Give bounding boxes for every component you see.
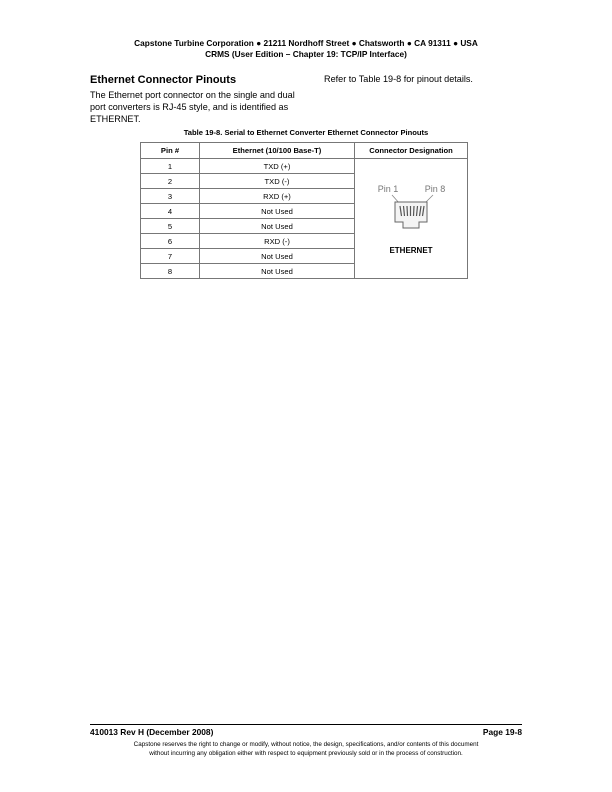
pin-signal: Not Used	[200, 204, 355, 219]
footer-divider	[90, 724, 522, 725]
pinout-table	[140, 142, 468, 279]
footer-page-number: Page 19-8	[482, 727, 522, 737]
header-company-address: Capstone Turbine Corporation ● 21211 Nordhoff Street ● Chatsworth ● CA 91311 ● USA	[134, 38, 478, 48]
pin-number: 5	[141, 219, 200, 234]
header-connector: Connector Designation	[355, 143, 468, 159]
footer-disclaimer-line2: without incurring any obligation either with respect to equipment previously sold or in the process of construction.	[149, 750, 463, 757]
table-header-row	[141, 143, 468, 159]
header-ethernet: Ethernet (10/100 Base-T)	[200, 143, 355, 159]
table-caption: Table 19-8. Serial to Ethernet Converter Ethernet Connector Pinouts	[183, 128, 429, 137]
pin-number: 8	[141, 264, 200, 279]
pin-signal: RXD (+)	[200, 189, 355, 204]
pin-number: 6	[141, 234, 200, 249]
pin-number: 7	[141, 249, 200, 264]
rj45-connector-icon	[361, 182, 461, 240]
section-body: The Ethernet port connector on the single and dual port converters is RJ-45 style, and is identified as ETHERNET.	[90, 90, 295, 124]
section-title: Ethernet Connector Pinouts	[90, 74, 237, 86]
pin-number: 1	[141, 159, 200, 174]
footer-document-id: 410013 Rev H (December 2008)	[90, 727, 214, 737]
header-pin: Pin #	[141, 143, 200, 159]
footer-disclaimer-line1: Capstone reserves the right to change or modify, without notice, the design, specifications, and/or contents of this document	[133, 741, 479, 748]
pin-signal: Not Used	[200, 264, 355, 279]
pin-number: 2	[141, 174, 200, 189]
connector-cell	[355, 159, 468, 279]
pin-number: 4	[141, 204, 200, 219]
pin-number: 3	[141, 189, 200, 204]
page-header	[0, 38, 612, 60]
header-document-title: CRMS (User Edition – Chapter 19: TCP/IP Interface)	[205, 49, 407, 59]
pin-signal: Not Used	[200, 249, 355, 264]
table-row	[141, 159, 468, 174]
pin8-label: Pin 8	[424, 184, 446, 194]
footer-disclaimer	[0, 740, 612, 758]
pin-signal: Not Used	[200, 219, 355, 234]
pin1-label: Pin 1	[377, 184, 399, 194]
pin-signal: TXD (-)	[200, 174, 355, 189]
table-reference-text: Refer to Table 19-8 for pinout details.	[324, 74, 473, 84]
pin-signal: RXD (-)	[200, 234, 355, 249]
connector-designation: ETHERNET	[389, 246, 433, 255]
pin-signal: TXD (+)	[200, 159, 355, 174]
